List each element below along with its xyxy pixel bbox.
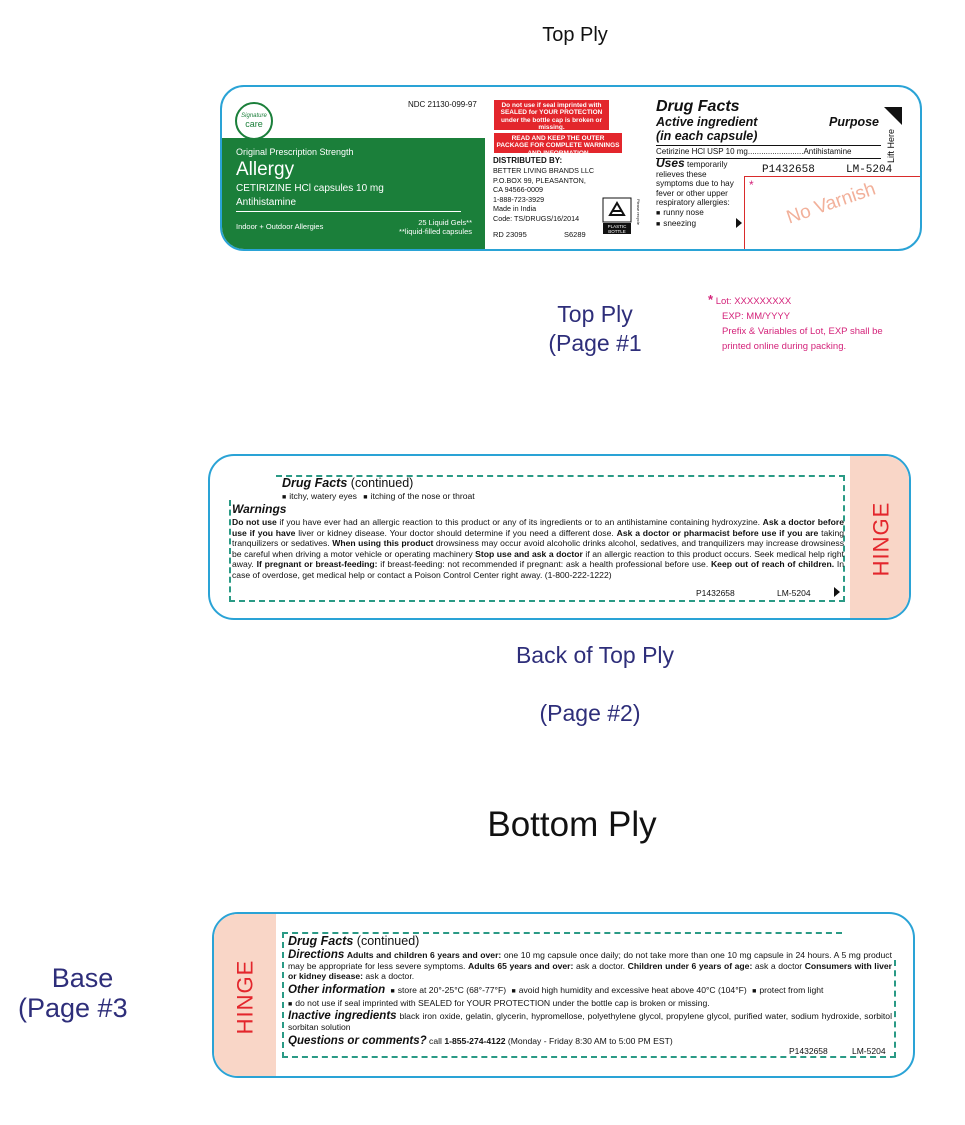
lot-format: Lot: XXXXXXXXX — [715, 296, 792, 307]
continued-label: (continued) — [350, 476, 414, 490]
warn-bold: When using this product — [332, 538, 434, 549]
page2-label: (Page #2) — [539, 700, 641, 726]
use-item: ■ sneezing — [656, 219, 751, 230]
uses-text: temporarily — [686, 160, 728, 169]
other-item: ■ do not use if seal imprinted with SEALED for YOUR PROTECTION under the bottle cap is broken or missing. — [288, 998, 710, 1008]
top-ply-page1-heading: Top Ply — [557, 301, 633, 327]
questions-heading: Questions or comments? — [288, 1035, 427, 1047]
warn-bold: Ask a doctor or pharmacist before use if you are — [616, 527, 819, 538]
logo-line1: Signature — [241, 113, 267, 119]
dir-bold: Adults 65 years and over: — [468, 960, 574, 971]
warn-text: In case of overdose, get medical help or contact a Poison Control Center right away. (1-800-222-1222) — [232, 559, 845, 580]
drug-class: Antihistamine — [236, 197, 297, 208]
indoor-outdoor: Indoor + Outdoor Allergies — [236, 222, 324, 231]
warn-bold: If pregnant or breast-feeding: — [256, 559, 378, 570]
drug-facts-label: Drug Facts — [288, 934, 354, 948]
hinge-tab — [850, 456, 911, 620]
dist-line: BETTER LIVING BRANDS LLC — [493, 166, 595, 175]
no-varnish-label: No Varnish — [783, 178, 879, 229]
directions-heading: Directions — [288, 949, 345, 961]
top-ply-heading: Top Ply — [542, 24, 608, 46]
product-band — [222, 138, 485, 251]
lot-note-line1: Prefix & Variables of Lot, EXP shall be — [722, 326, 883, 337]
lot-asterisk: * — [708, 292, 714, 307]
keep-package-box: READ AND KEEP THE OUTER PACKAGE FOR COMPLETE WARNINGS AND INFORMATION — [494, 133, 622, 153]
lift-here-label: Lift Here — [886, 128, 896, 163]
drug-facts-label: Drug Facts — [282, 476, 348, 490]
uses-text: respiratory allergies: — [656, 198, 730, 208]
hinge-label: HINGE — [868, 501, 894, 577]
continue-arrow-icon — [736, 218, 742, 228]
warn-bold: Do not use — [232, 517, 277, 527]
distributed-by-label: DISTRIBUTED BY: — [493, 156, 563, 165]
back-lm-code: LM-5204 — [777, 588, 811, 598]
bottom-lm-code: LM-5204 — [852, 1046, 886, 1056]
product-name: Allergy — [236, 159, 295, 180]
ndc-code: NDC 21130-099-97 — [408, 100, 477, 109]
warnings-text — [232, 517, 844, 581]
active-ingredient-heading: Active ingredient — [656, 115, 758, 129]
warn-bold: Stop use and ask a doctor — [475, 548, 583, 559]
purpose-heading: Purpose — [829, 115, 880, 129]
dir-text: ask a doctor — [752, 960, 805, 971]
dir-text: ask a doctor. — [363, 971, 415, 982]
drug-name: CETIRIZINE HCl capsules 10 mg — [236, 183, 384, 194]
in-each-capsule: (in each capsule) — [656, 129, 758, 143]
dist-line: P.O.BOX 99, PLEASANTON, — [493, 175, 586, 185]
bottom-product-code: P1432658 — [789, 1046, 828, 1056]
symptom-items — [282, 491, 475, 501]
back-df-title — [282, 476, 413, 490]
logo-line2: care — [245, 119, 263, 129]
lift-tab-icon[interactable] — [884, 107, 902, 125]
bottom-df-title — [288, 934, 419, 948]
directions-text — [288, 950, 892, 982]
uses-heading: Uses — [656, 156, 685, 170]
dist-line: 1-888-723-3929 — [493, 194, 545, 204]
recycle-icon — [602, 197, 632, 235]
dir-text: one 10 mg capsule once daily; do not take more than one 10 mg capsule in 24 hours. A 5 mg product may be appropriate for less severe symptoms. — [288, 950, 892, 971]
warn-text: if an allergic reaction to this product occurs. Seek medical help right away. — [232, 548, 844, 570]
bottom-ply-heading: Bottom Ply — [487, 805, 657, 844]
uses-text: symptoms due to hay — [656, 179, 734, 189]
warn-text: drowsiness may occur avoid alcoholic drinks alcohol, sedatives, and tranquilizers may increase drowsiness be careful when driving a motor vehicle or operating machinery — [232, 538, 844, 559]
inactive-text — [288, 1011, 892, 1032]
lot-note — [708, 292, 883, 354]
uses-text: fever or other upper — [656, 188, 728, 198]
lot-note-line2: printed online during packing. — [722, 341, 847, 352]
distributor-info — [493, 166, 594, 223]
dashed-left — [282, 932, 284, 1058]
inactive-heading: Inactive ingredients — [288, 1010, 397, 1022]
capsule-note: **liquid-filled capsules — [399, 227, 472, 236]
warn-bold: Keep out of reach of children. — [710, 559, 835, 570]
recycle-text: Please recycle — [636, 199, 641, 226]
uses-text: relieves these — [656, 169, 707, 179]
dist-line: Made in India — [493, 204, 537, 213]
page3-label: (Page #3 — [18, 993, 128, 1023]
phone-number: 1-855-274-4122 — [444, 1036, 506, 1046]
inactive-ingredients: black iron oxide, gelatin, glycerin, hypromellose, polyethylene glycol, propylene glycol, purified water, sodium hydroxide, sorbitol sorbitan solution — [288, 1011, 892, 1032]
other-item: ■ avoid high humidity and excessive heat above 40°C (104°F) — [511, 985, 746, 995]
symptom-item: ■ itchy, watery eyes — [282, 491, 357, 501]
other-info-heading: Other information — [288, 984, 386, 996]
continued-label: (continued) — [356, 934, 420, 948]
dir-bold: Children under 6 years of age: — [627, 960, 753, 971]
dist-line: CA 94566-0009 — [493, 185, 543, 194]
warn-text: if breast-feeding: not recommended if pregnant: ask a health professional before use. — [377, 559, 711, 570]
back-top-ply-panel — [208, 454, 911, 620]
strength-text: Original Prescription Strength — [236, 147, 354, 157]
other-item: ■ store at 20°-25°C (68°-77°F) — [391, 985, 507, 995]
df-divider — [656, 145, 881, 146]
dashed-bottom — [282, 1056, 896, 1058]
seal-warning-box: Do not use if seal imprinted with SEALED for YOUR PROTECTION under the bottle cap is broken or missing. — [494, 100, 609, 130]
drug-facts-title: Drug Facts — [656, 98, 740, 115]
page1-label: (Page #1 — [548, 330, 642, 356]
lm-code: LM-5204 — [846, 164, 893, 176]
hours-text: (Monday - Friday 8:30 AM to 5:00 PM EST) — [505, 1036, 673, 1046]
warn-text: taking tranquilizers or sedatives. — [232, 527, 845, 549]
bottom-ply-panel — [212, 912, 915, 1078]
hinge-tab — [214, 914, 276, 1078]
band-divider — [236, 211, 461, 212]
exp-format: EXP: MM/YYYY — [722, 311, 791, 322]
use-item: ■ runny nose — [656, 208, 751, 219]
rd-code: RD 23095 — [493, 230, 527, 239]
dashed-left — [229, 500, 231, 602]
hinge-label: HINGE — [232, 959, 257, 1035]
dist-line: Code: TS/DRUGS/16/2014 — [493, 213, 580, 223]
dir-bold: Consumers with liver or kidney disease: — [288, 960, 892, 982]
lot-asterisk: * — [749, 178, 754, 192]
dir-bold: Adults and children 6 years and over: — [346, 950, 502, 960]
continue-arrow-icon — [834, 587, 840, 597]
top-ply-panel — [220, 85, 922, 251]
warn-text: if you have ever had an allergic reaction to this product or any of its ingredients or to an antihistamine containing hydroxyzine. — [276, 517, 763, 527]
ingredient-line: Cetirizine HCl USP 10 mg.........................Antihistamine — [656, 147, 852, 156]
warn-bold: Ask a doctor before use if you have — [232, 517, 845, 538]
call-text: call — [426, 1036, 445, 1046]
product-code: P1432658 — [762, 164, 815, 176]
questions-text — [288, 1036, 808, 1047]
base-heading: Base — [51, 963, 114, 993]
brand-logo — [235, 102, 273, 140]
other-item: ■ protect from light — [752, 985, 823, 995]
dir-text: ask a doctor. — [573, 960, 628, 971]
back-product-code: P1432658 — [696, 588, 735, 598]
warnings-heading: Warnings — [232, 502, 287, 516]
plastic-label: PLASTIC BOTTLE — [607, 224, 627, 234]
dashed-bottom — [229, 600, 845, 602]
warn-text: liver or kidney disease. Your doctor should determine if you need a different dose. — [295, 527, 617, 538]
s-code: S6289 — [564, 230, 586, 239]
no-varnish-box — [744, 176, 922, 251]
capsule-count: 25 Liquid Gels** — [418, 218, 472, 227]
symptom-item: ■ itching of the nose or throat — [363, 491, 474, 501]
dashed-right — [894, 960, 896, 1058]
back-top-ply-heading: Back of Top Ply — [515, 642, 675, 668]
other-info-text — [288, 985, 892, 1010]
